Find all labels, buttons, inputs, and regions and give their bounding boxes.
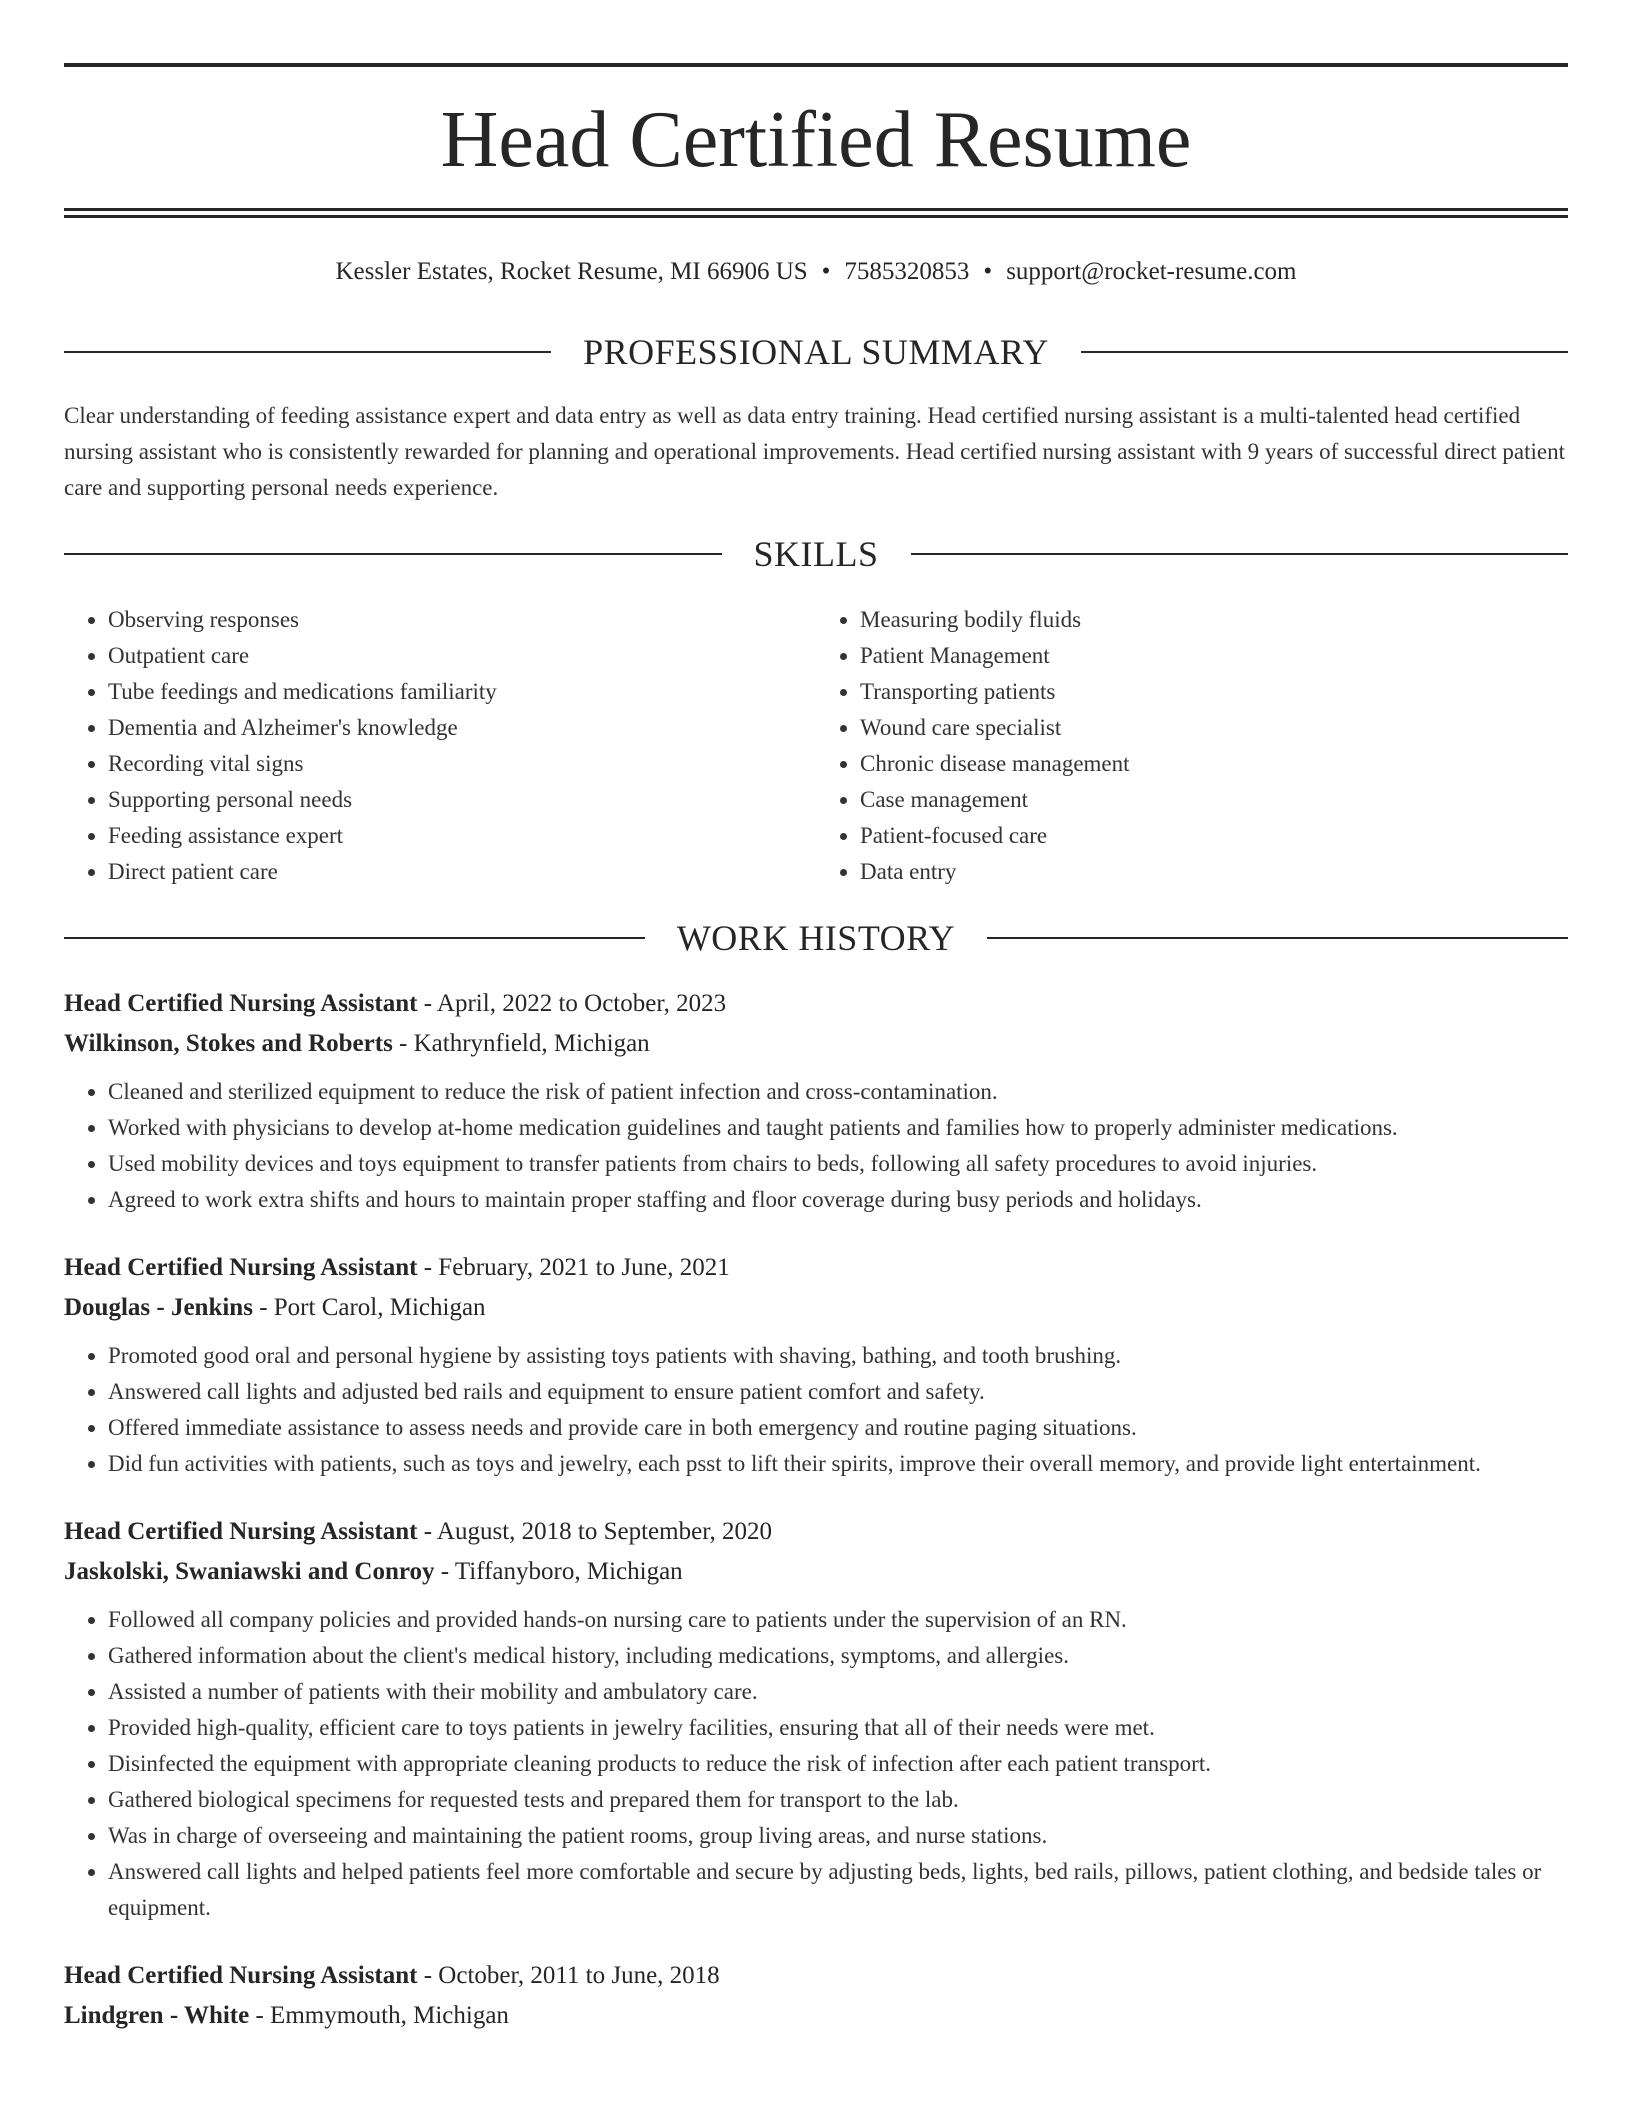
job-location: - Port Carol, Michigan — [252, 1294, 486, 1321]
job-title-line — [64, 1248, 1568, 1288]
skill-item: • Measuring bodily fluids — [860, 602, 1568, 638]
job-bullet: • Gathered biological specimens for requested tests and prepared them for transport to the lab. — [108, 1782, 1568, 1818]
job-location: - Emmymouth, Michigan — [249, 2002, 509, 2029]
section-heading-work — [64, 916, 1568, 960]
job-company: Wilkinson, Stokes and Roberts — [64, 1030, 393, 1057]
skill-item: • Tube feedings and medications familiarity — [108, 674, 816, 710]
title-double-rule — [64, 208, 1568, 218]
skill-item: • Data entry — [860, 854, 1568, 890]
job-bullet: • Used mobility devices and toys equipment to transfer patients from chairs to beds, following all safety procedures to avoid injuries. — [108, 1146, 1568, 1182]
job-bullet: • Cleaned and sterilized equipment to reduce the risk of patient infection and cross-contamination. — [108, 1074, 1568, 1110]
job-entry — [64, 1512, 1568, 1926]
job-company: Lindgren - White — [64, 2002, 250, 2029]
skill-item: • Patient Management — [860, 638, 1568, 674]
job-bullet: • Answered call lights and helped patients feel more comfortable and secure by adjusting beds, lights, bed rails, pillows, patient clothing, and bedside tales or equipment. — [108, 1854, 1568, 1926]
job-entry — [64, 1248, 1568, 1482]
contact-separator: • — [821, 258, 831, 285]
job-dates: - August, 2018 to September, 2020 — [417, 1518, 773, 1545]
job-entry — [64, 1956, 1568, 2036]
job-title-line — [64, 1956, 1568, 1996]
contact-separator: • — [983, 258, 993, 285]
skill-item: • Feeding assistance expert — [108, 818, 816, 854]
heading-rule-left — [64, 553, 722, 555]
job-company-line — [64, 1552, 1568, 1592]
skill-item: • Patient-focused care — [860, 818, 1568, 854]
job-bullet: • Promoted good oral and personal hygiene by assisting toys patients with shaving, bathing, and tooth brushing. — [108, 1338, 1568, 1374]
job-title: Head Certified Nursing Assistant — [64, 990, 418, 1017]
section-title-work: WORK HISTORY — [676, 918, 956, 958]
resume-title: Head Certified Resume — [440, 96, 1192, 184]
section-heading-summary — [64, 330, 1568, 374]
job-entry — [64, 984, 1568, 1218]
job-company: Douglas - Jenkins — [64, 1294, 253, 1321]
contact-line — [64, 254, 1568, 290]
job-bullets — [64, 1338, 1568, 1482]
job-company-line — [64, 1996, 1568, 2036]
section-title-skills: SKILLS — [753, 534, 879, 574]
job-location: - Tiffanyboro, Michigan — [434, 1558, 683, 1585]
job-dates: - April, 2022 to October, 2023 — [417, 990, 727, 1017]
heading-rule-right — [1081, 351, 1568, 353]
job-bullets — [64, 1074, 1568, 1218]
job-title-line — [64, 984, 1568, 1024]
job-bullet: • Did fun activities with patients, such as toys and jewelry, each psst to lift their spirits, improve their overall memory, and provide light entertainment. — [108, 1446, 1568, 1482]
skill-item: • Transporting patients — [860, 674, 1568, 710]
contact-address: Kessler Estates, Rocket Resume, MI 66906 US — [335, 258, 808, 285]
heading-rule-left — [64, 937, 645, 939]
section-heading-skills — [64, 532, 1568, 576]
heading-rule-left — [64, 351, 551, 353]
contact-email: support@rocket-resume.com — [1006, 258, 1297, 285]
job-bullet: • Worked with physicians to develop at-home medication guidelines and taught patients and families how to properly administer medications. — [108, 1110, 1568, 1146]
top-rule — [64, 63, 1568, 67]
skill-item: • Dementia and Alzheimer's knowledge — [108, 710, 816, 746]
job-company-line — [64, 1288, 1568, 1328]
job-bullet: • Was in charge of overseeing and maintaining the patient rooms, group living areas, and nurse stations. — [108, 1818, 1568, 1854]
job-bullet: • Agreed to work extra shifts and hours to maintain proper staffing and floor coverage during busy periods and holidays. — [108, 1182, 1568, 1218]
job-company: Jaskolski, Swaniawski and Conroy — [64, 1558, 435, 1585]
skill-item: • Direct patient care — [108, 854, 816, 890]
contact-phone: 7585320853 — [844, 258, 970, 285]
skills-column-left — [64, 602, 816, 890]
job-bullet: • Answered call lights and adjusted bed rails and equipment to ensure patient comfort and safety. — [108, 1374, 1568, 1410]
skills-column-right — [816, 602, 1568, 890]
skill-item: • Recording vital signs — [108, 746, 816, 782]
job-company-line — [64, 1024, 1568, 1064]
job-title-line — [64, 1512, 1568, 1552]
job-title: Head Certified Nursing Assistant — [64, 1518, 418, 1545]
skill-item: • Supporting personal needs — [108, 782, 816, 818]
work-history — [64, 984, 1568, 2066]
job-dates: - February, 2021 to June, 2021 — [417, 1254, 730, 1281]
job-bullet: • Disinfected the equipment with appropriate cleaning products to reduce the risk of infection after each patient transport. — [108, 1746, 1568, 1782]
skill-item: • Outpatient care — [108, 638, 816, 674]
skills-list — [64, 602, 1568, 890]
skill-item: • Observing responses — [108, 602, 816, 638]
job-dates: - October, 2011 to June, 2018 — [417, 1962, 720, 1989]
job-bullet: • Offered immediate assistance to assess needs and provide care in both emergency and routine paging situations. — [108, 1410, 1568, 1446]
skill-item: • Chronic disease management — [860, 746, 1568, 782]
heading-rule-right — [987, 937, 1568, 939]
heading-rule-right — [911, 553, 1569, 555]
job-bullet: • Provided high-quality, efficient care to toys patients in jewelry facilities, ensuring that all of their needs were met. — [108, 1710, 1568, 1746]
job-bullet: • Followed all company policies and provided hands-on nursing care to patients under the supervision of an RN. — [108, 1602, 1568, 1638]
job-bullets — [64, 1602, 1568, 1926]
job-title: Head Certified Nursing Assistant — [64, 1254, 418, 1281]
skill-item: • Case management — [860, 782, 1568, 818]
job-location: - Kathrynfield, Michigan — [392, 1030, 650, 1057]
job-bullet: • Assisted a number of patients with their mobility and ambulatory care. — [108, 1674, 1568, 1710]
job-title: Head Certified Nursing Assistant — [64, 1962, 418, 1989]
job-bullet: • Gathered information about the client's medical history, including medications, symptoms, and allergies. — [108, 1638, 1568, 1674]
summary-text: Clear understanding of feeding assistance expert and data entry as well as data entry training. Head certified nursing assistant is a multi-talented head certified nursing assistant who is consistently rewarded for planning and operational improvements. Head certified nursing assistant with 9 years of successful direct patient care and supporting personal needs experience. — [64, 403, 1566, 500]
section-title-summary: PROFESSIONAL SUMMARY — [583, 332, 1049, 372]
skill-item: • Wound care specialist — [860, 710, 1568, 746]
